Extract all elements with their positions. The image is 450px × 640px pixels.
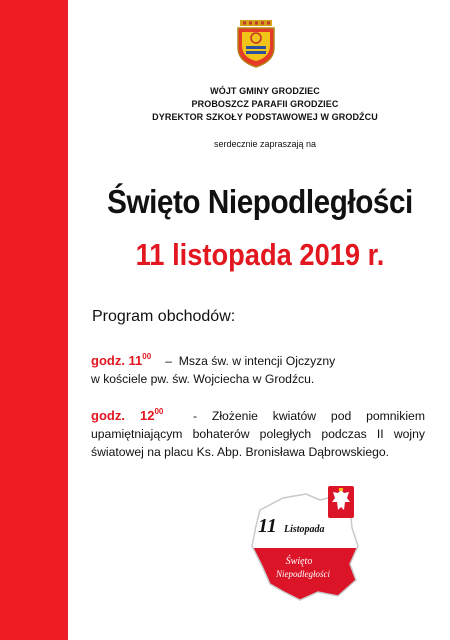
graphic-word-listopada: Listopada <box>284 524 325 535</box>
red-side-bar <box>0 0 68 640</box>
coat-of-arms-icon <box>236 20 276 68</box>
program-item-time: godz. $11^{00}$ <box>91 352 152 368</box>
header-line-1: WÓJT GMINY GRODZIEC <box>210 86 320 96</box>
polish-eagle-icon <box>328 486 354 518</box>
poland-map-graphic <box>238 480 368 610</box>
event-title: Święto Niepodległości <box>107 183 413 220</box>
graphic-line-2: Niepodległości <box>276 569 330 579</box>
graphic-line-1: Święto <box>285 556 313 567</box>
program-item-text: Złożenie kwiatów pod pomnikiem upamiętniającym bohaterów poległych podczas II wojny światowej na placu Ks. Abp. Bronisława Dąbrowskiego. <box>91 409 425 459</box>
graphic-big-number: 11 <box>258 515 277 537</box>
program-item-time: godz. $12^{00}$ <box>91 407 164 423</box>
invite-text: serdecznie zapraszają na <box>213 139 317 149</box>
header-line-2: PROBOSZCZ PARAFII GRODZIEC <box>191 99 339 109</box>
header-line-3: DYREKTOR SZKOŁY PODSTAWOWEJ W GRODŹCU <box>152 112 378 122</box>
program-item-mass <box>91 348 425 388</box>
program-item-separator: - <box>192 409 198 423</box>
program-heading: Program obchodów: <box>92 308 236 325</box>
event-date: 11 listopada 2019 r. <box>135 237 385 272</box>
program-item-text-2: w kościele pw. św. Wojciecha w Grodźcu. <box>91 372 315 386</box>
program-item-separator: – <box>165 354 172 368</box>
program-item-text: Msza św. w intencji Ojczyzny <box>178 354 336 368</box>
program-item-flowers <box>91 403 425 461</box>
